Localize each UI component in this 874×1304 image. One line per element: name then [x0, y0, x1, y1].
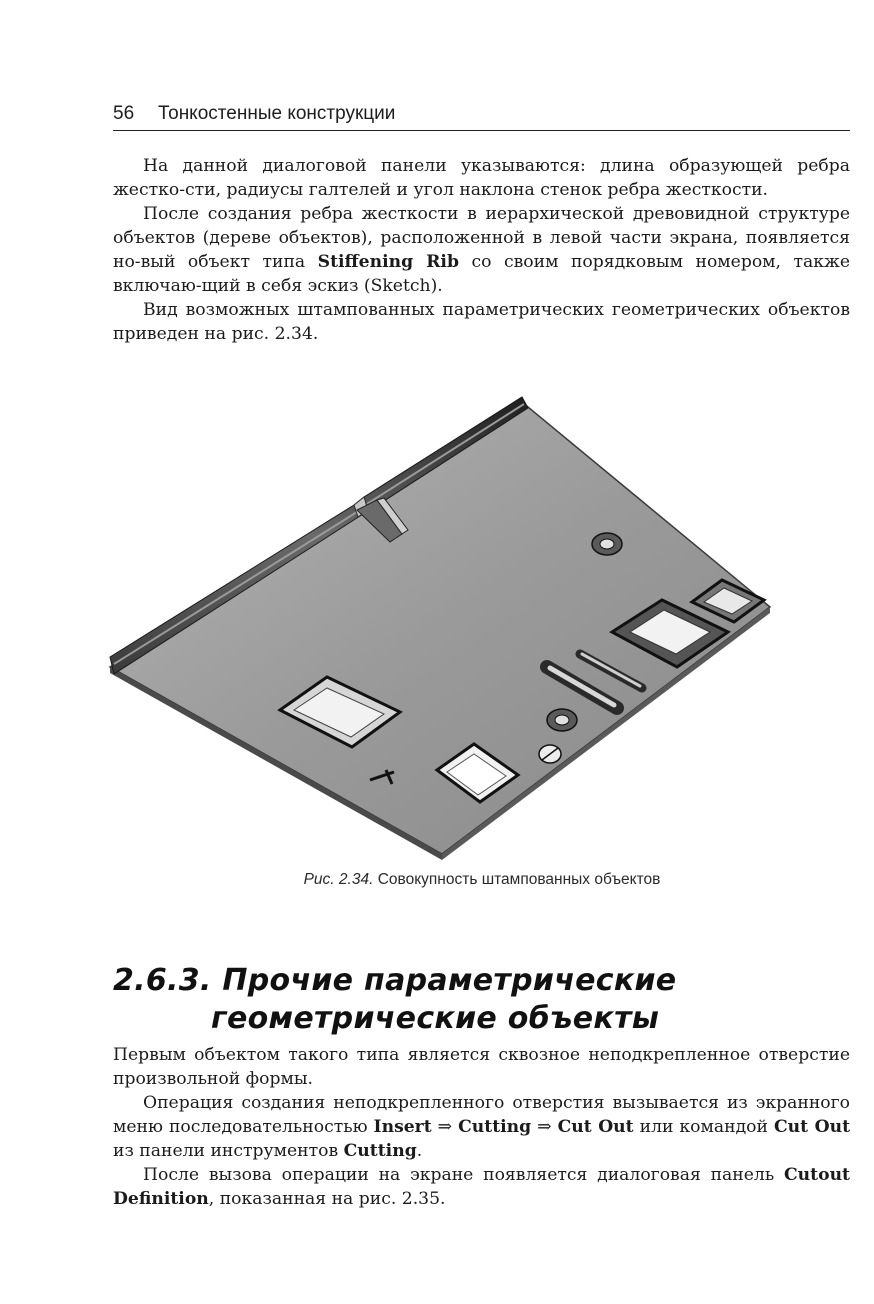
paragraph [113, 298, 850, 346]
bold-term: Cut Out [557, 1117, 634, 1137]
text-run: . [416, 1141, 423, 1161]
body-text-top [113, 154, 850, 346]
text-run: Первым объектом такого типа является сквозное неподкрепленное отверстие произвольной формы. [113, 1045, 850, 1089]
stamped-part-illustration [102, 392, 782, 864]
countersunk-hole-top-inner [600, 539, 614, 549]
text-run: ⇒ [531, 1117, 558, 1137]
figure-caption-text: Совокупность штампованных объектов [373, 871, 661, 888]
bold-term: Stiffening Rib [317, 252, 459, 272]
text-run: , показанная на рис. 2.35. [208, 1189, 446, 1209]
page-number: 56 [113, 103, 135, 124]
figure-caption [0, 871, 874, 889]
paragraph [113, 1091, 850, 1163]
figure-caption-label: Рис. 2.34. [303, 871, 374, 888]
running-title: Тонкостенные конструкции [158, 103, 396, 124]
bold-term: Cutting [458, 1117, 532, 1137]
text-run: со своим порядковым номером, также включаю-щий в себя эскиз (Sketch). [113, 252, 850, 296]
bold-term: Insert [373, 1117, 432, 1137]
countersunk-hole-mid-inner [555, 715, 569, 725]
paragraph [113, 202, 850, 298]
paragraph [113, 1043, 850, 1091]
paragraph [113, 1163, 850, 1211]
header-rule [113, 130, 850, 131]
paragraph [113, 154, 850, 202]
bold-term: Cutout Definition [113, 1165, 850, 1209]
section-heading-line1: 2.6.3. Прочие параметрические [113, 963, 677, 998]
text-run: или командой [633, 1117, 774, 1137]
page-header [113, 102, 850, 132]
bold-term: Cutting [343, 1141, 417, 1161]
body-text-bottom [113, 1043, 850, 1211]
text-run: Операция создания неподкрепленного отверстия вызывается из экранного меню последовательностью [113, 1093, 850, 1137]
text-run: из панели инструментов [113, 1141, 344, 1161]
section-heading-line2: геометрические объекты [211, 1001, 660, 1036]
text-run: Вид возможных штампованных параметрических геометрических объектов приведен на рис. 2.34. [113, 300, 850, 344]
text-run: На данной диалоговой панели указываются: длина образующей ребра жестко-сти, радиусы галтелей и угол наклона стенок ребра жесткости. [113, 156, 850, 200]
text-run: После создания ребра жесткости в иерархической древовидной структуре объектов (дереве объектов), расположенной в левой части экрана, появляется но-вый объект типа [113, 204, 850, 272]
text-run: ⇒ [431, 1117, 459, 1137]
text-run: После вызова операции на экране появляется диалоговая панель [143, 1165, 784, 1185]
figure-2-34 [102, 392, 782, 864]
bold-term: Cut Out [773, 1117, 851, 1137]
section-heading [113, 962, 850, 1038]
